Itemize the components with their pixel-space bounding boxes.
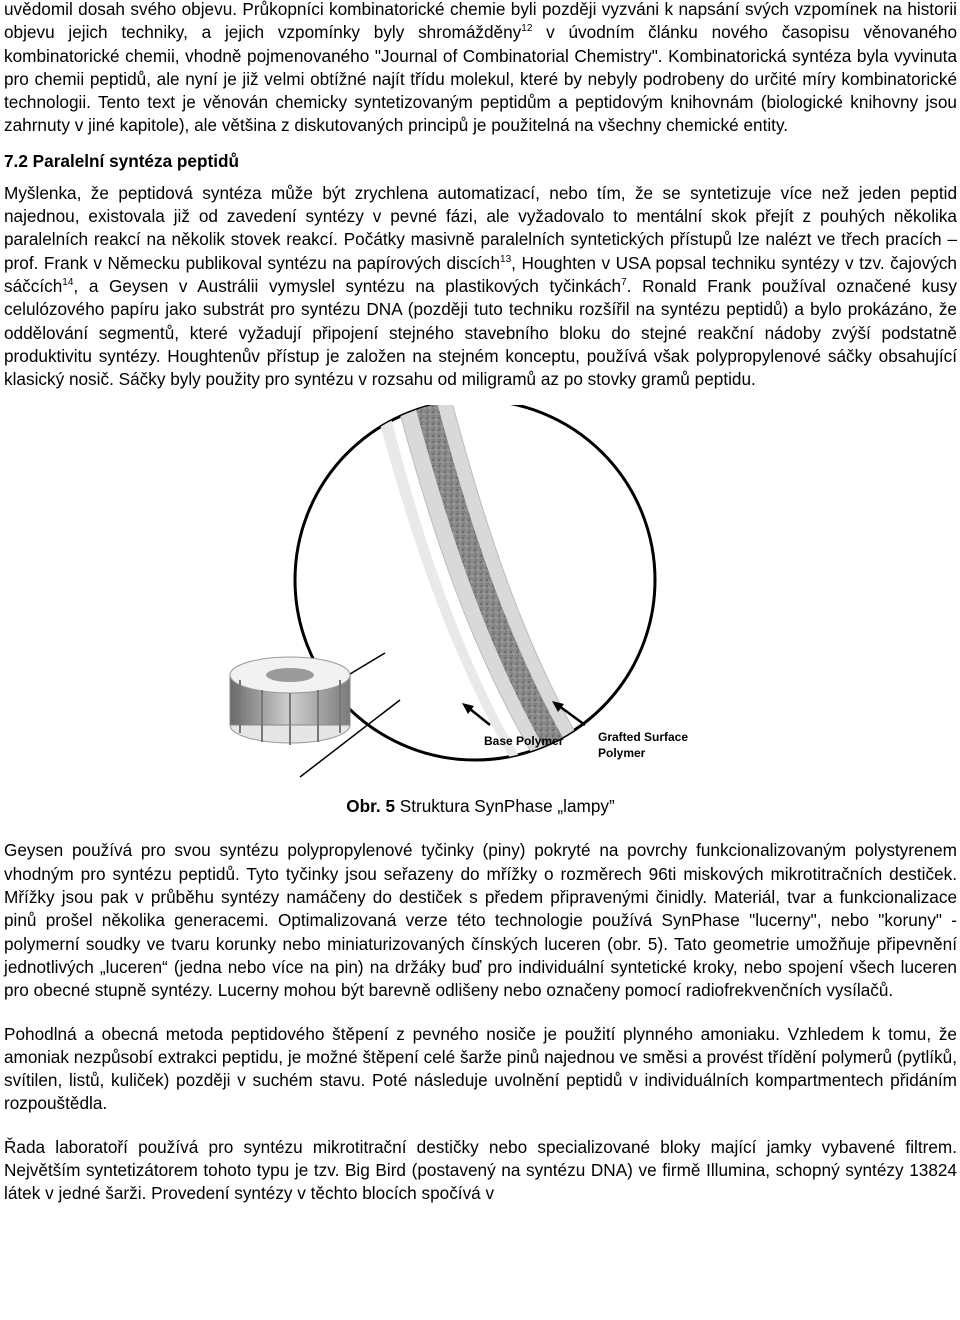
lantern-crown-shape <box>230 657 350 745</box>
footnote-ref-13: 13 <box>500 253 512 265</box>
paragraph-text-part4: . Ronald Frank používal označené kusy celulózového papíru jako substrát pro syntézu DNA (později tuto techniku rozšířil na syntézu peptidů) a bylo prokázáno, že oddělování segmentů, které vyžadují připojení stejného stavebního bloku do stejné reakční nádoby zvýší podstatně produktivitu syntézy. Houghtenův přístup je založen na stejném konceptu, používá však polypropylenové sáčky obsahující klasický nosič. Sáčky byly použity pro syntézu v rozsahu od miligramů az po stovky gramů peptidu. <box>4 275 957 390</box>
figure-caption <box>4 795 957 817</box>
paragraph-microtiter: Řada laboratoří používá pro syntézu mikrotitrační destičky nebo specializované bloky mající jamky vybavené filtrem. Největším syntetizátorem tohoto typu je tzv. Big Bird (postavený na syntézu DNA) ve firmě Illumina, schopný syntézy 13824 látek v jedné šarži. Provedení syntézy v těchto blocích spočívá v <box>4 1136 957 1204</box>
paragraph-parallel-synthesis <box>4 182 957 392</box>
paragraph-intro <box>4 0 957 138</box>
paragraph-ammonia: Pohodlná a obecná metoda peptidového štěpení z pevného nosiče je použití plynného amoniaku. Vzhledem k tomu, že amoniak nezpůsobí extrakci peptidu, je možné štěpení celé šarže pinů najednou ve směsi a provést třídění polymerů (pytlíků, svítilen, listů, kuliček) později v suchém stavu. Poté následuje uvolnění peptidů v individuálních kompartmentech přidáním rozpouštědla. <box>4 1023 957 1114</box>
paragraph-intro-text-a: uvědomil dosah svého objevu. Průkopníci kombinatorické chemie byli později vyzváni k napsání svých vzpomínek na historii objevu jejich techniky, a jejich vzpomínky byly shromážděny <box>4 0 957 43</box>
paragraph-geysen: Geysen používá pro svou syntézu polypropylenové tyčinky (piny) pokryté na povrchy funkcionalizovaným polystyrenem vhodným pro syntézu peptidů. Tyto tyčinky jsou seřazeny do mřížky o rozměrech 96ti miskových mikrotitračních destiček. Mřížky jsou pak v průběhu syntézy namáčeny do destiček s předem připravenými činidly. Materiál, tvar a funkcionalizace pinů prošel několika generacemi. Optimalizovaná verze této technologie používá SynPhase "lucerny", nebo "koruny" - polymerní soudky ve tvaru korunky nebo miniaturizovaných čínských luceren (obr. 5). Tato geometrie umožňuje připevnění jednotlivých „luceren“ (jedna nebo více na pin) na držáky buď pro individuální syntetické kroky, nebo spojení všech luceren pro obecné stupně syntézy. Lucerny mohou být barevně odlišeny nebo označeny pomocí radiofrekvenčních vysílačů. <box>4 840 957 1001</box>
footnote-ref-14: 14 <box>62 276 74 288</box>
paragraph-text-part3: , a Geysen v Austrálii vymyslel syntézu na plastikových tyčinkách <box>73 275 622 296</box>
figure-synphase-lantern <box>0 405 960 795</box>
footnote-ref-7: 7 <box>621 276 627 288</box>
label-grafted-line1: Grafted Surface <box>598 730 689 745</box>
caption-number: 5 <box>385 796 395 817</box>
label-base-polymer: Base Polymer <box>484 734 564 749</box>
paragraph-intro-text-b: v úvodním článku nového časopisu věnovaného kombinatorické chemii, vhodně pojmenovaného "Journal of Combinatorial Chemistry". Kombinatorická syntéza byla vyvinuta pro chemii peptidů, ale nyní je již velmi obtížné najít třídu molekul, které by nebyly podrobeny do určité míry kombinatorické technologii. Tento text je věnován chemicky syntetizovaným peptidům a peptidovým knihovnám (biologické knihovny jsou zahrnuty v jiné kapitole), ale většina z diskutovaných principů je použitelná na všechny chemické entity. <box>4 22 957 136</box>
caption-prefix: Obr. <box>346 796 381 817</box>
caption-text: Struktura SynPhase „lampy” <box>399 796 615 817</box>
section-heading: 7.2 Paralelní syntéza peptidů <box>4 150 239 171</box>
synphase-lantern-illustration <box>0 405 960 795</box>
label-grafted-line2: Polymer <box>598 746 646 761</box>
paragraph-text-part2: , Houghten v USA popsal techniku syntézy v tzv. čajových sáčcích <box>4 252 957 296</box>
footnote-ref-12: 12 <box>521 23 533 35</box>
paragraph-text-part1: Myšlenka, že peptidová syntéza může být zrychlena automatizací, nebo tím, že se syntetizuje více než jeden peptid najednou, existovala již od zavedení syntézy v pevné fázi, ale vyžadovalo to mentální skok přejít z pouhých několika paralelních reakcí na několik stovek reakcí. Počátky masivně paralelních syntetických přístupů lze nalézt ve třech pracích – prof. Frank v Německu publikoval syntézu na papírových discích <box>4 182 957 273</box>
